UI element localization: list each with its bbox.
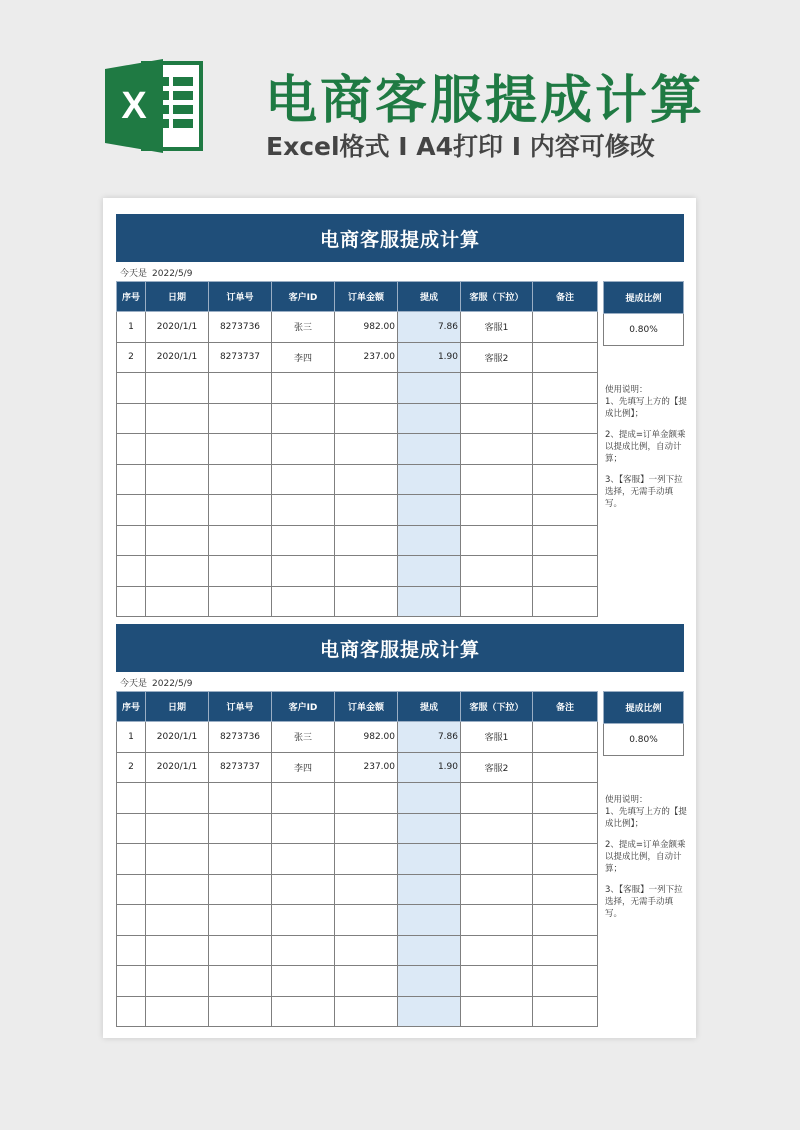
table-row bbox=[117, 874, 598, 905]
table-cell[interactable] bbox=[117, 935, 146, 966]
table-cell[interactable] bbox=[272, 525, 335, 556]
table-cell[interactable] bbox=[398, 434, 461, 465]
table-cell[interactable] bbox=[117, 844, 146, 875]
table-row bbox=[117, 403, 598, 434]
table-cell[interactable] bbox=[209, 556, 272, 587]
table-cell[interactable] bbox=[272, 464, 335, 495]
table-cell[interactable]: 2020/1/1 bbox=[146, 752, 209, 783]
table-cell[interactable] bbox=[335, 403, 398, 434]
table-cell[interactable] bbox=[272, 434, 335, 465]
table-cell[interactable] bbox=[146, 495, 209, 526]
ratio-value-input[interactable]: 0.80% bbox=[604, 724, 684, 756]
table-cell[interactable] bbox=[533, 464, 598, 495]
table-cell[interactable] bbox=[335, 464, 398, 495]
table-cell[interactable]: 2 bbox=[117, 752, 146, 783]
table-cell[interactable] bbox=[272, 373, 335, 404]
table-cell[interactable] bbox=[117, 586, 146, 617]
table-cell[interactable]: 李四 bbox=[272, 342, 335, 373]
notes-item: 1、先填写上方的【提成比例】； bbox=[605, 807, 687, 829]
sheet-section-2 bbox=[116, 624, 687, 1028]
table-cell[interactable] bbox=[461, 556, 533, 587]
table-cell[interactable] bbox=[209, 403, 272, 434]
column-header[interactable]: 客服（下拉） bbox=[461, 282, 533, 312]
table-cell[interactable] bbox=[209, 373, 272, 404]
table-cell[interactable]: 客服2 bbox=[461, 342, 533, 373]
table-cell[interactable]: 客服1 bbox=[461, 312, 533, 343]
column-header[interactable]: 日期 bbox=[146, 282, 209, 312]
table-cell[interactable]: 982.00 bbox=[335, 312, 398, 343]
table-cell[interactable] bbox=[335, 434, 398, 465]
notes-item: 2、提成=订单金额乘以提成比例，自动计算； bbox=[605, 840, 686, 874]
table-cell[interactable] bbox=[398, 586, 461, 617]
table-cell[interactable] bbox=[398, 556, 461, 587]
table-cell[interactable]: 1.90 bbox=[398, 752, 461, 783]
table-cell[interactable] bbox=[117, 495, 146, 526]
today-label: 今天是 bbox=[120, 269, 148, 279]
table-row bbox=[117, 844, 598, 875]
table-cell[interactable] bbox=[461, 783, 533, 814]
table-cell[interactable] bbox=[461, 434, 533, 465]
table-row bbox=[117, 434, 598, 465]
table-cell[interactable] bbox=[335, 813, 398, 844]
table-cell[interactable] bbox=[533, 586, 598, 617]
table-cell[interactable] bbox=[398, 403, 461, 434]
table-cell[interactable] bbox=[117, 373, 146, 404]
table-cell[interactable] bbox=[335, 556, 398, 587]
sheet-banner: 电商客服提成计算 bbox=[116, 214, 684, 262]
document-page bbox=[103, 198, 696, 1038]
table-row bbox=[117, 813, 598, 844]
table-cell[interactable] bbox=[335, 966, 398, 997]
table-cell[interactable] bbox=[146, 586, 209, 617]
table-cell[interactable] bbox=[398, 464, 461, 495]
table-cell[interactable] bbox=[209, 525, 272, 556]
notes-item: 3、【客服】一列下拉选择，无需手动填写。 bbox=[605, 885, 683, 919]
table-cell[interactable] bbox=[146, 844, 209, 875]
table-cell[interactable]: 客服1 bbox=[461, 722, 533, 753]
column-header[interactable]: 提成 bbox=[398, 692, 461, 722]
table-cell[interactable]: 1.90 bbox=[398, 342, 461, 373]
table-cell[interactable] bbox=[209, 813, 272, 844]
ratio-value-input[interactable]: 0.80% bbox=[604, 314, 684, 346]
column-header[interactable]: 提成 bbox=[398, 282, 461, 312]
table-cell[interactable]: 237.00 bbox=[335, 342, 398, 373]
table-cell[interactable] bbox=[533, 966, 598, 997]
table-cell[interactable] bbox=[272, 556, 335, 587]
ratio-header: 提成比例 bbox=[604, 282, 684, 314]
table-row bbox=[117, 996, 598, 1027]
table-row bbox=[117, 935, 598, 966]
table-cell[interactable] bbox=[335, 495, 398, 526]
table-row bbox=[117, 586, 598, 617]
table-cell[interactable] bbox=[117, 525, 146, 556]
table-cell[interactable]: 2020/1/1 bbox=[146, 722, 209, 753]
table-cell[interactable] bbox=[461, 464, 533, 495]
table-cell[interactable] bbox=[533, 996, 598, 1027]
table-cell[interactable]: 客服2 bbox=[461, 752, 533, 783]
column-header[interactable]: 订单金额 bbox=[335, 282, 398, 312]
sheet-section-1 bbox=[116, 214, 687, 618]
table-cell[interactable] bbox=[117, 905, 146, 936]
today-value: 2022/5/9 bbox=[152, 679, 193, 689]
table-cell[interactable] bbox=[533, 525, 598, 556]
today-label: 今天是 bbox=[120, 679, 148, 689]
table-cell[interactable]: 张三 bbox=[272, 722, 335, 753]
table-cell[interactable] bbox=[209, 996, 272, 1027]
table-cell[interactable] bbox=[272, 403, 335, 434]
column-header[interactable]: 序号 bbox=[117, 692, 146, 722]
table-cell[interactable] bbox=[146, 813, 209, 844]
table-cell[interactable] bbox=[117, 966, 146, 997]
table-cell[interactable] bbox=[398, 525, 461, 556]
table-row bbox=[117, 752, 598, 783]
table-cell[interactable] bbox=[533, 844, 598, 875]
table-cell[interactable] bbox=[335, 996, 398, 1027]
table-row bbox=[117, 722, 598, 753]
table-cell[interactable] bbox=[146, 525, 209, 556]
table-row bbox=[117, 342, 598, 373]
table-cell[interactable]: 2 bbox=[117, 342, 146, 373]
table-cell[interactable] bbox=[209, 434, 272, 465]
table-cell[interactable] bbox=[117, 813, 146, 844]
table-cell[interactable] bbox=[461, 905, 533, 936]
table-cell[interactable] bbox=[398, 905, 461, 936]
table-cell[interactable] bbox=[533, 556, 598, 587]
table-row bbox=[117, 556, 598, 587]
table-cell[interactable] bbox=[209, 935, 272, 966]
table-cell[interactable] bbox=[461, 996, 533, 1027]
excel-icon bbox=[103, 55, 205, 157]
table-row bbox=[117, 783, 598, 814]
page-title: 电商客服提成计算 bbox=[265, 71, 706, 131]
notes-item: 3、【客服】一列下拉选择，无需手动填写。 bbox=[605, 475, 683, 509]
commission-ratio-table bbox=[603, 691, 684, 756]
table-cell[interactable] bbox=[146, 556, 209, 587]
table-cell[interactable] bbox=[209, 495, 272, 526]
sheet-banner: 电商客服提成计算 bbox=[116, 624, 684, 672]
orders-table bbox=[116, 281, 598, 617]
table-cell[interactable] bbox=[398, 874, 461, 905]
table-cell[interactable] bbox=[117, 556, 146, 587]
table-cell[interactable] bbox=[209, 905, 272, 936]
table-header-row bbox=[117, 692, 598, 722]
table-cell[interactable]: 8273737 bbox=[209, 752, 272, 783]
table-cell[interactable] bbox=[209, 874, 272, 905]
table-cell[interactable]: 张三 bbox=[272, 312, 335, 343]
table-cell[interactable] bbox=[117, 996, 146, 1027]
table-cell[interactable] bbox=[117, 874, 146, 905]
table-cell[interactable] bbox=[335, 373, 398, 404]
table-cell[interactable] bbox=[146, 434, 209, 465]
column-header[interactable]: 序号 bbox=[117, 282, 146, 312]
column-header[interactable]: 订单金额 bbox=[335, 692, 398, 722]
table-cell[interactable] bbox=[335, 783, 398, 814]
table-cell[interactable] bbox=[533, 905, 598, 936]
table-cell[interactable] bbox=[209, 783, 272, 814]
table-cell[interactable] bbox=[117, 464, 146, 495]
table-row bbox=[117, 495, 598, 526]
table-row bbox=[117, 373, 598, 404]
table-cell[interactable] bbox=[146, 905, 209, 936]
table-cell[interactable] bbox=[209, 844, 272, 875]
table-cell[interactable] bbox=[533, 813, 598, 844]
column-header[interactable]: 备注 bbox=[533, 282, 598, 312]
table-cell[interactable] bbox=[272, 905, 335, 936]
column-header[interactable]: 备注 bbox=[533, 692, 598, 722]
table-cell[interactable] bbox=[272, 874, 335, 905]
table-header-row bbox=[117, 282, 598, 312]
table-cell[interactable] bbox=[146, 874, 209, 905]
table-cell[interactable] bbox=[461, 495, 533, 526]
table-cell[interactable] bbox=[533, 342, 598, 373]
table-cell[interactable]: 7.86 bbox=[398, 312, 461, 343]
table-cell[interactable] bbox=[461, 403, 533, 434]
table-cell[interactable]: 2020/1/1 bbox=[146, 312, 209, 343]
table-cell[interactable] bbox=[335, 844, 398, 875]
table-row bbox=[117, 312, 598, 343]
table-cell[interactable] bbox=[533, 495, 598, 526]
table-cell[interactable] bbox=[533, 373, 598, 404]
table-cell[interactable] bbox=[398, 495, 461, 526]
table-cell[interactable] bbox=[461, 844, 533, 875]
page-subtitle: Excel格式 I A4打印 I 内容可修改 bbox=[266, 132, 655, 161]
table-cell[interactable] bbox=[209, 464, 272, 495]
table-cell[interactable] bbox=[117, 403, 146, 434]
table-cell[interactable] bbox=[117, 434, 146, 465]
table-cell[interactable] bbox=[335, 905, 398, 936]
table-cell[interactable] bbox=[335, 874, 398, 905]
table-cell[interactable] bbox=[398, 996, 461, 1027]
table-cell[interactable] bbox=[398, 373, 461, 404]
table-cell[interactable] bbox=[335, 935, 398, 966]
table-cell[interactable] bbox=[398, 935, 461, 966]
column-header[interactable]: 客户ID bbox=[272, 692, 335, 722]
table-cell[interactable]: 2020/1/1 bbox=[146, 342, 209, 373]
table-cell[interactable] bbox=[461, 813, 533, 844]
notes-heading: 使用说明： bbox=[605, 795, 648, 805]
table-cell[interactable] bbox=[272, 996, 335, 1027]
today-value: 2022/5/9 bbox=[152, 269, 193, 279]
table-cell[interactable] bbox=[461, 966, 533, 997]
table-cell[interactable] bbox=[146, 966, 209, 997]
table-cell[interactable] bbox=[461, 874, 533, 905]
table-cell[interactable] bbox=[272, 966, 335, 997]
table-cell[interactable] bbox=[398, 844, 461, 875]
table-cell[interactable] bbox=[398, 966, 461, 997]
table-row bbox=[117, 966, 598, 997]
orders-table bbox=[116, 691, 598, 1027]
column-header[interactable]: 订单号 bbox=[209, 282, 272, 312]
table-cell[interactable] bbox=[272, 586, 335, 617]
table-cell[interactable] bbox=[461, 373, 533, 404]
table-cell[interactable] bbox=[533, 935, 598, 966]
table-cell[interactable] bbox=[335, 525, 398, 556]
table-cell[interactable] bbox=[146, 403, 209, 434]
table-cell[interactable] bbox=[461, 586, 533, 617]
column-header[interactable]: 客户ID bbox=[272, 282, 335, 312]
table-cell[interactable] bbox=[533, 403, 598, 434]
table-cell[interactable] bbox=[117, 783, 146, 814]
table-cell[interactable]: 8273736 bbox=[209, 312, 272, 343]
table-cell[interactable] bbox=[533, 783, 598, 814]
today-date bbox=[120, 266, 192, 279]
table-cell[interactable] bbox=[146, 996, 209, 1027]
table-cell[interactable]: 李四 bbox=[272, 752, 335, 783]
table-cell[interactable] bbox=[335, 586, 398, 617]
commission-ratio-table bbox=[603, 281, 684, 346]
notes-item: 1、先填写上方的【提成比例】； bbox=[605, 397, 687, 419]
table-cell[interactable] bbox=[461, 525, 533, 556]
table-cell[interactable] bbox=[146, 373, 209, 404]
column-header[interactable]: 客服（下拉） bbox=[461, 692, 533, 722]
table-row bbox=[117, 464, 598, 495]
usage-notes bbox=[605, 794, 687, 929]
column-header[interactable]: 订单号 bbox=[209, 692, 272, 722]
table-cell[interactable] bbox=[272, 813, 335, 844]
table-cell[interactable] bbox=[272, 935, 335, 966]
table-cell[interactable] bbox=[146, 935, 209, 966]
table-cell[interactable] bbox=[272, 495, 335, 526]
table-cell[interactable] bbox=[398, 813, 461, 844]
table-cell[interactable] bbox=[146, 464, 209, 495]
table-cell[interactable] bbox=[533, 312, 598, 343]
usage-notes bbox=[605, 384, 687, 519]
table-cell[interactable] bbox=[209, 966, 272, 997]
table-cell[interactable] bbox=[272, 783, 335, 814]
table-cell[interactable] bbox=[533, 722, 598, 753]
table-cell[interactable] bbox=[533, 874, 598, 905]
table-cell[interactable]: 982.00 bbox=[335, 722, 398, 753]
notes-heading: 使用说明： bbox=[605, 385, 648, 395]
table-row bbox=[117, 905, 598, 936]
table-cell[interactable]: 7.86 bbox=[398, 722, 461, 753]
table-cell[interactable] bbox=[533, 434, 598, 465]
ratio-header: 提成比例 bbox=[604, 692, 684, 724]
table-cell[interactable] bbox=[272, 844, 335, 875]
table-cell[interactable] bbox=[461, 935, 533, 966]
excel-logo-letter: X bbox=[121, 85, 147, 127]
table-cell[interactable] bbox=[146, 783, 209, 814]
table-cell[interactable] bbox=[533, 752, 598, 783]
table-cell[interactable]: 8273736 bbox=[209, 722, 272, 753]
table-cell[interactable] bbox=[398, 783, 461, 814]
today-date bbox=[120, 676, 192, 689]
table-cell[interactable]: 237.00 bbox=[335, 752, 398, 783]
notes-item: 2、提成=订单金额乘以提成比例，自动计算； bbox=[605, 430, 686, 464]
table-cell[interactable]: 1 bbox=[117, 312, 146, 343]
table-cell[interactable]: 1 bbox=[117, 722, 146, 753]
table-cell[interactable] bbox=[209, 586, 272, 617]
table-row bbox=[117, 525, 598, 556]
table-cell[interactable]: 8273737 bbox=[209, 342, 272, 373]
column-header[interactable]: 日期 bbox=[146, 692, 209, 722]
